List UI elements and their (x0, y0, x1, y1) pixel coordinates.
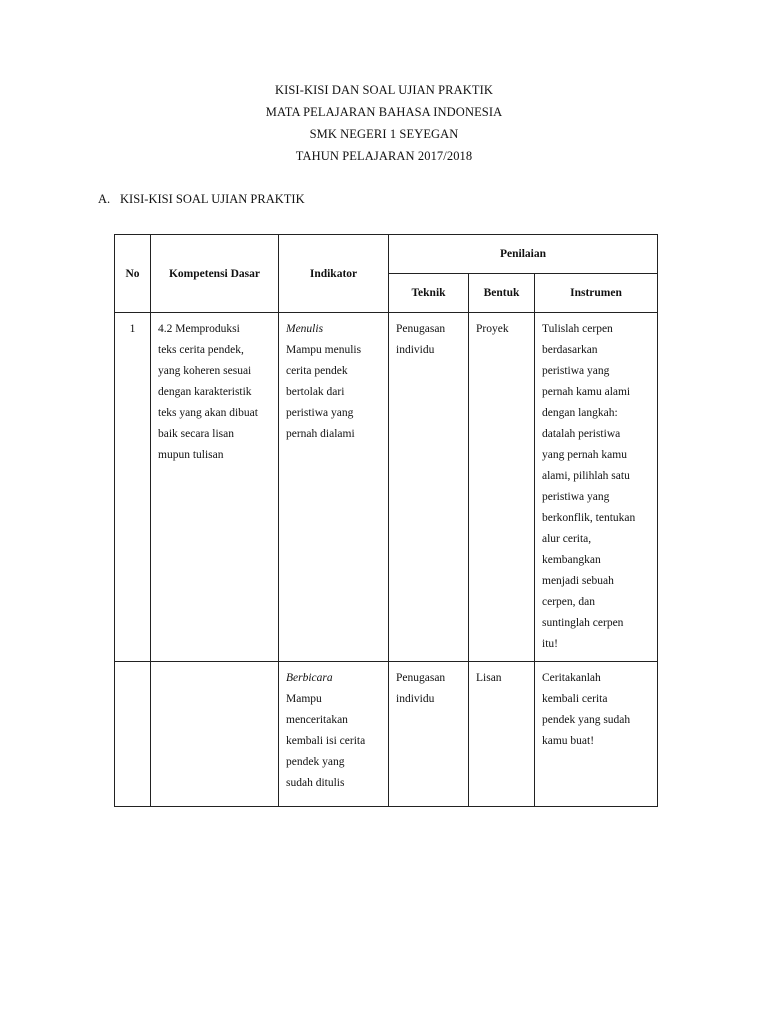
kisi-kisi-table (114, 234, 658, 807)
teknik-line: Penugasan (396, 323, 446, 335)
row-number: 1 (129, 323, 136, 335)
kompetensi-line: teks cerita pendek, (158, 344, 244, 356)
indikator-line: peristiwa yang (286, 407, 354, 419)
header-title: KISI-KISI DAN SOAL UJIAN PRAKTIK (274, 83, 493, 97)
instrumen-line: pendek yang sudah (542, 714, 631, 726)
bentuk-value: Lisan (476, 672, 502, 684)
instrumen-line: peristiwa yang (542, 365, 610, 377)
indikator-line: pendek yang (286, 756, 345, 768)
instrumen-line: datalah peristiwa (542, 428, 621, 440)
kompetensi-line: teks yang akan dibuat (158, 407, 258, 419)
header-no: No (115, 235, 151, 313)
teknik-line: individu (396, 693, 435, 705)
indikator-title: Berbicara (286, 672, 333, 684)
indikator-line: sudah ditulis (286, 777, 345, 789)
instrumen-line: berdasarkan (542, 344, 598, 356)
kompetensi-line: mupun tulisan (158, 449, 224, 461)
indikator-line: pernah dialami (286, 428, 355, 440)
table-header-row (115, 235, 658, 274)
instrumen-line: menjadi sebuah (542, 575, 614, 587)
cell-no (115, 662, 151, 807)
header-penilaian: Penilaian (389, 235, 658, 274)
instrumen-line: alami, pilihlah satu (542, 470, 630, 482)
kompetensi-line: yang koheren sesuai (158, 365, 252, 377)
instrumen-line: dengan langkah: (542, 407, 618, 419)
indikator-line: bertolak dari (286, 386, 345, 398)
cell-kompetensi (151, 662, 279, 807)
indikator-title: Menulis (286, 323, 324, 335)
instrumen-line: yang pernah kamu (542, 449, 627, 461)
kompetensi-line: baik secara lisan (158, 428, 234, 440)
instrumen-line: Ceritakanlah (542, 672, 601, 684)
header-subject: MATA PELAJARAN BAHASA INDONESIA (265, 105, 503, 119)
cell-instrumen (535, 313, 658, 662)
header-year: TAHUN PELAJARAN 2017/2018 (295, 149, 473, 163)
instrumen-line: cerpen, dan (542, 596, 595, 608)
cell-bentuk (469, 313, 535, 662)
instrumen-line: pernah kamu alami (542, 386, 631, 398)
indikator-line: Mampu menulis (286, 344, 362, 356)
teknik-line: individu (396, 344, 435, 356)
cell-kompetensi (151, 313, 279, 662)
instrumen-line: alur cerita, (542, 533, 592, 545)
cell-indikator (279, 662, 389, 807)
instrumen-line: itu! (542, 638, 558, 650)
indikator-line: menceritakan (286, 714, 348, 726)
header-kompetensi: Kompetensi Dasar (151, 235, 279, 313)
instrumen-line: Tulislah cerpen (542, 323, 613, 335)
instrumen-line: kembangkan (542, 554, 601, 566)
header-instrumen: Instrumen (535, 274, 658, 313)
table-row (115, 313, 658, 662)
header-indikator: Indikator (279, 235, 389, 313)
header-teknik: Teknik (389, 274, 469, 313)
kompetensi-line: 4.2 Memproduksi (158, 323, 240, 335)
instrumen-line: peristiwa yang (542, 491, 610, 503)
table-row (115, 662, 658, 807)
cell-instrumen (535, 662, 658, 807)
instrumen-line: suntinglah cerpen (542, 617, 624, 629)
indikator-line: kembali isi cerita (286, 735, 366, 747)
cell-no (115, 313, 151, 662)
indikator-line: cerita pendek (286, 365, 348, 377)
instrumen-line: kamu buat! (542, 735, 595, 747)
instrumen-line: berkonflik, tentukan (542, 512, 636, 524)
cell-teknik (389, 662, 469, 807)
section-letter: A. (98, 192, 111, 206)
teknik-line: Penugasan (396, 672, 446, 684)
section-title-text: KISI-KISI SOAL UJIAN PRAKTIK (120, 192, 305, 206)
document-header (0, 79, 768, 167)
bentuk-value: Proyek (476, 323, 509, 335)
cell-bentuk (469, 662, 535, 807)
header-school: SMK NEGERI 1 SEYEGAN (309, 127, 459, 141)
indikator-line: Mampu (286, 693, 322, 705)
header-bentuk: Bentuk (469, 274, 535, 313)
cell-indikator (279, 313, 389, 662)
kompetensi-line: dengan karakteristik (158, 386, 252, 398)
cell-teknik (389, 313, 469, 662)
section-heading (98, 190, 305, 208)
instrumen-line: kembali cerita (542, 693, 608, 705)
